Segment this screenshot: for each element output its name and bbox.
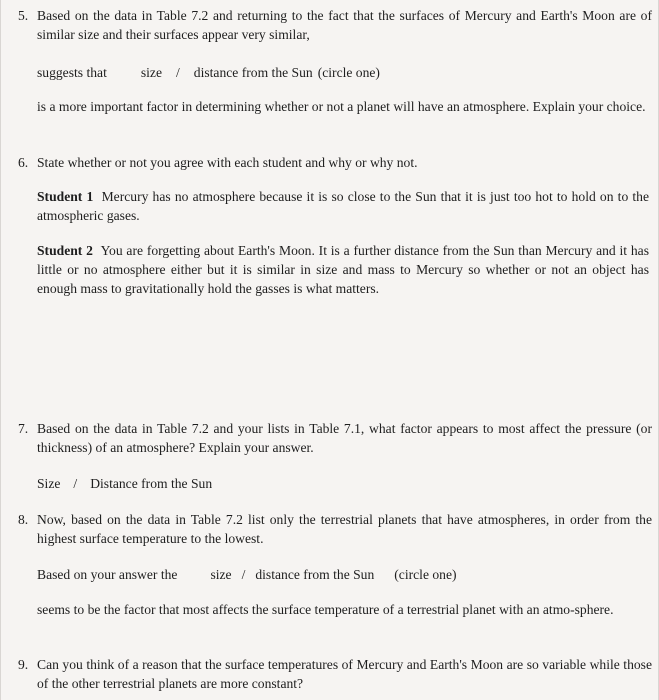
question-text: State whether or not you agree with each student and why or why not. [37,155,418,170]
question-8 [18,510,652,548]
choice-distance[interactable]: distance from the Sun [255,567,375,582]
question-number: 8. [18,512,29,527]
question-number: 9. [18,657,29,672]
choice-distance[interactable]: distance from the Sun [193,65,313,80]
q8-follow-up: seems to be the factor that most affects the surface temperature of a terrestrial planet with an atmo-sphere. [37,602,614,617]
suggests-prefix: suggests that [37,65,107,80]
q5-follow-up: is a more important factor in determining whether or not a planet will have an atmosphere. Explain your choice. [37,99,646,114]
choice-distance[interactable]: Distance from the Sun [90,476,213,491]
student-2-statement [37,241,649,298]
question-5 [18,6,652,44]
circle-note: (circle one) [317,65,380,80]
choice-slash: / [73,476,78,491]
choice-size[interactable]: size [140,65,162,80]
student-1-text: Mercury has no atmosphere because it is so close to the Sun that it is just too hot to hold on to the atmospheric gases. [37,189,649,223]
choice-size[interactable]: Size [37,476,61,491]
q7-choice-line [37,474,649,493]
answer-prefix: Based on your answer the [37,567,178,582]
question-text: Based on the data in Table 7.2 and your lists in Table 7.1, what factor appears to most affect the pressure (or thickness) of an atmosphere? Explain your answer. [37,421,652,455]
question-number: 5. [18,8,29,23]
student-2-label: Student 2 [37,243,93,258]
student-1-label: Student 1 [37,189,94,204]
question-6 [18,153,652,172]
question-9 [18,655,652,693]
q5-choice-line [37,63,649,82]
choice-size[interactable]: size [210,567,232,582]
page-left-edge [0,0,1,700]
student-1-statement [37,187,649,225]
question-text: Can you think of a reason that the surface temperatures of Mercury and Earth's Moon are so variable while those of the other terrestrial planets are more constant? [37,657,652,691]
choice-slash: / [241,567,246,582]
question-7 [18,419,652,457]
q8-choice-line [37,565,649,584]
question-text: Based on the data in Table 7.2 and returning to the fact that the surfaces of Mercury and Earth's Moon are of similar size and their surfaces appear very similar, [37,8,652,42]
student-2-text: You are forgetting about Earth's Moon. It is a further distance from the Sun than Mercury and it has little or no atmosphere either but it is similar in size and mass to Mercury so whether or not an object has enough mass to gravitationally hold the gasses is what matters. [37,243,649,296]
question-number: 7. [18,421,29,436]
question-text: Now, based on the data in Table 7.2 list only the terrestrial planets that have atmospheres, in order from the highest surface temperature to the lowest. [37,512,652,546]
circle-note: (circle one) [394,567,457,582]
choice-slash: / [176,65,180,80]
question-number: 6. [18,155,29,170]
